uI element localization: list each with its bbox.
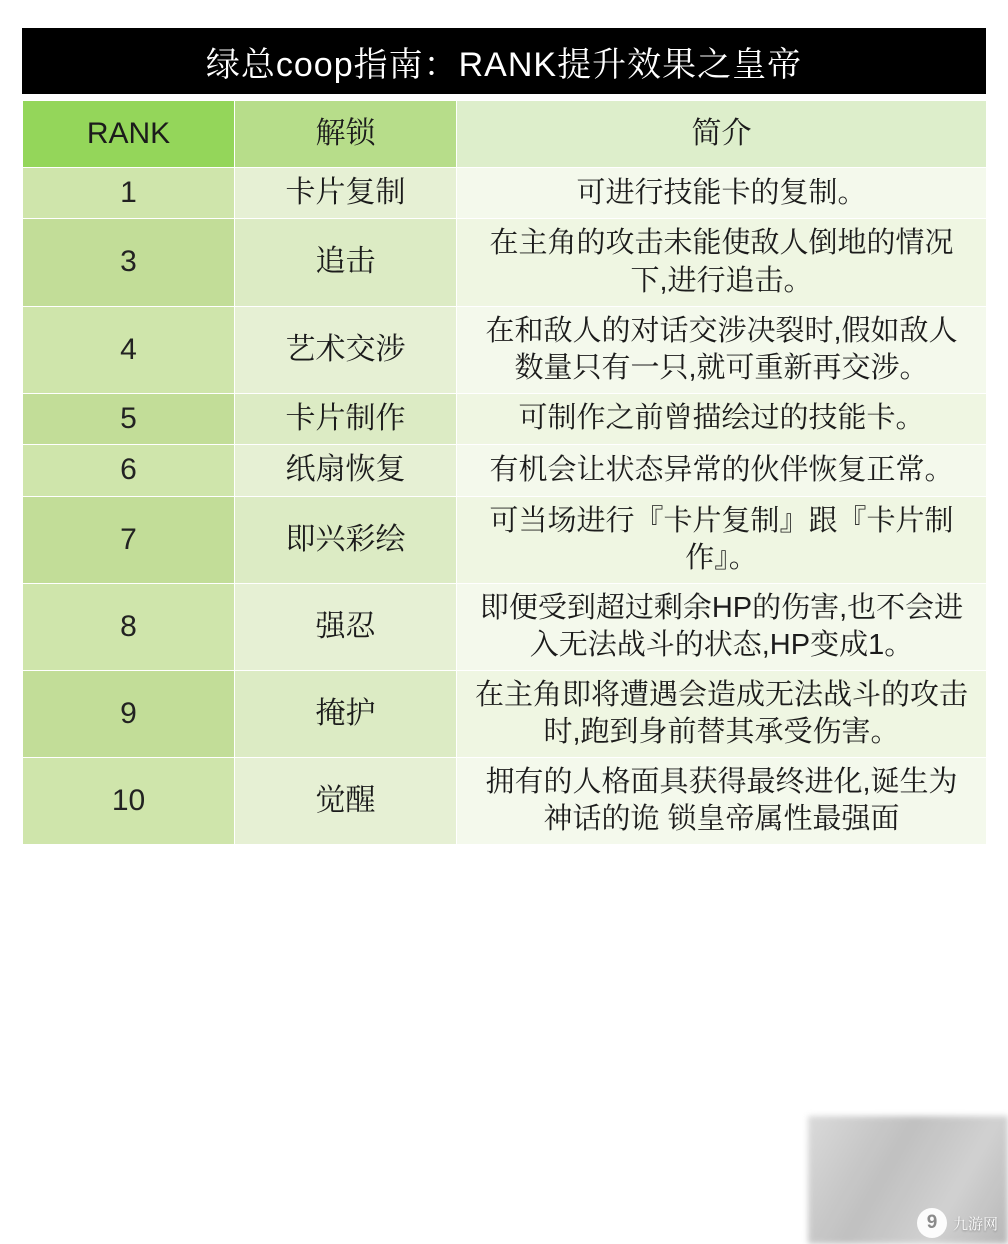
table-header xyxy=(23,101,987,168)
cell-rank: 5 xyxy=(23,393,235,444)
cell-description: 即便受到超过剩余HP的伤害,也不会进入无法战斗的状态,HP变成1。 xyxy=(457,583,987,670)
table-row xyxy=(23,445,987,496)
cell-unlock: 即兴彩绘 xyxy=(235,496,457,583)
cell-rank: 3 xyxy=(23,219,235,306)
column-header-description: 简介 xyxy=(457,101,987,168)
watermark-logo-icon: 9 xyxy=(917,1208,947,1238)
cell-rank: 8 xyxy=(23,583,235,670)
cell-description: 可当场进行『卡片复制』跟『卡片制作』。 xyxy=(457,496,987,583)
table-body xyxy=(23,168,987,845)
cell-rank: 4 xyxy=(23,306,235,393)
cell-rank: 9 xyxy=(23,671,235,758)
table-row xyxy=(23,306,987,393)
rank-effects-table xyxy=(22,100,987,845)
cell-description: 可进行技能卡的复制。 xyxy=(457,168,987,219)
cell-unlock: 卡片制作 xyxy=(235,393,457,444)
cell-description: 在和敌人的对话交涉决裂时,假如敌人数量只有一只,就可重新再交涉。 xyxy=(457,306,987,393)
table-header-row xyxy=(23,101,987,168)
column-header-rank: RANK xyxy=(23,101,235,168)
table-row xyxy=(23,671,987,758)
cell-rank: 6 xyxy=(23,445,235,496)
cell-unlock: 掩护 xyxy=(235,671,457,758)
cell-description: 可制作之前曾描绘过的技能卡。 xyxy=(457,393,987,444)
cell-description: 有机会让状态异常的伙伴恢复正常。 xyxy=(457,445,987,496)
cell-description: 在主角的攻击未能使敌人倒地的情况下,进行追击。 xyxy=(457,219,987,306)
cell-unlock: 强忍 xyxy=(235,583,457,670)
cell-description: 在主角即将遭遇会造成无法战斗的攻击时,跑到身前替其承受伤害。 xyxy=(457,671,987,758)
table-row xyxy=(23,758,987,845)
cell-description: 拥有的人格面具获得最终进化,诞生为神话的诡 锁皇帝属性最强面 xyxy=(457,758,987,845)
table-row xyxy=(23,496,987,583)
cell-unlock: 纸扇恢复 xyxy=(235,445,457,496)
table-row xyxy=(23,219,987,306)
cell-unlock: 觉醒 xyxy=(235,758,457,845)
table-row xyxy=(23,168,987,219)
cell-unlock: 卡片复制 xyxy=(235,168,457,219)
watermark-label: 九游网 xyxy=(952,1215,998,1233)
column-header-unlock: 解锁 xyxy=(235,101,457,168)
page-title: 绿总coop指南：RANK提升效果之皇帝 xyxy=(22,28,986,94)
cell-unlock: 追击 xyxy=(235,219,457,306)
cell-unlock: 艺术交涉 xyxy=(235,306,457,393)
site-watermark xyxy=(917,1208,998,1238)
cell-rank: 1 xyxy=(23,168,235,219)
cell-rank: 10 xyxy=(23,758,235,845)
cell-rank: 7 xyxy=(23,496,235,583)
table-row xyxy=(23,583,987,670)
table-row xyxy=(23,393,987,444)
